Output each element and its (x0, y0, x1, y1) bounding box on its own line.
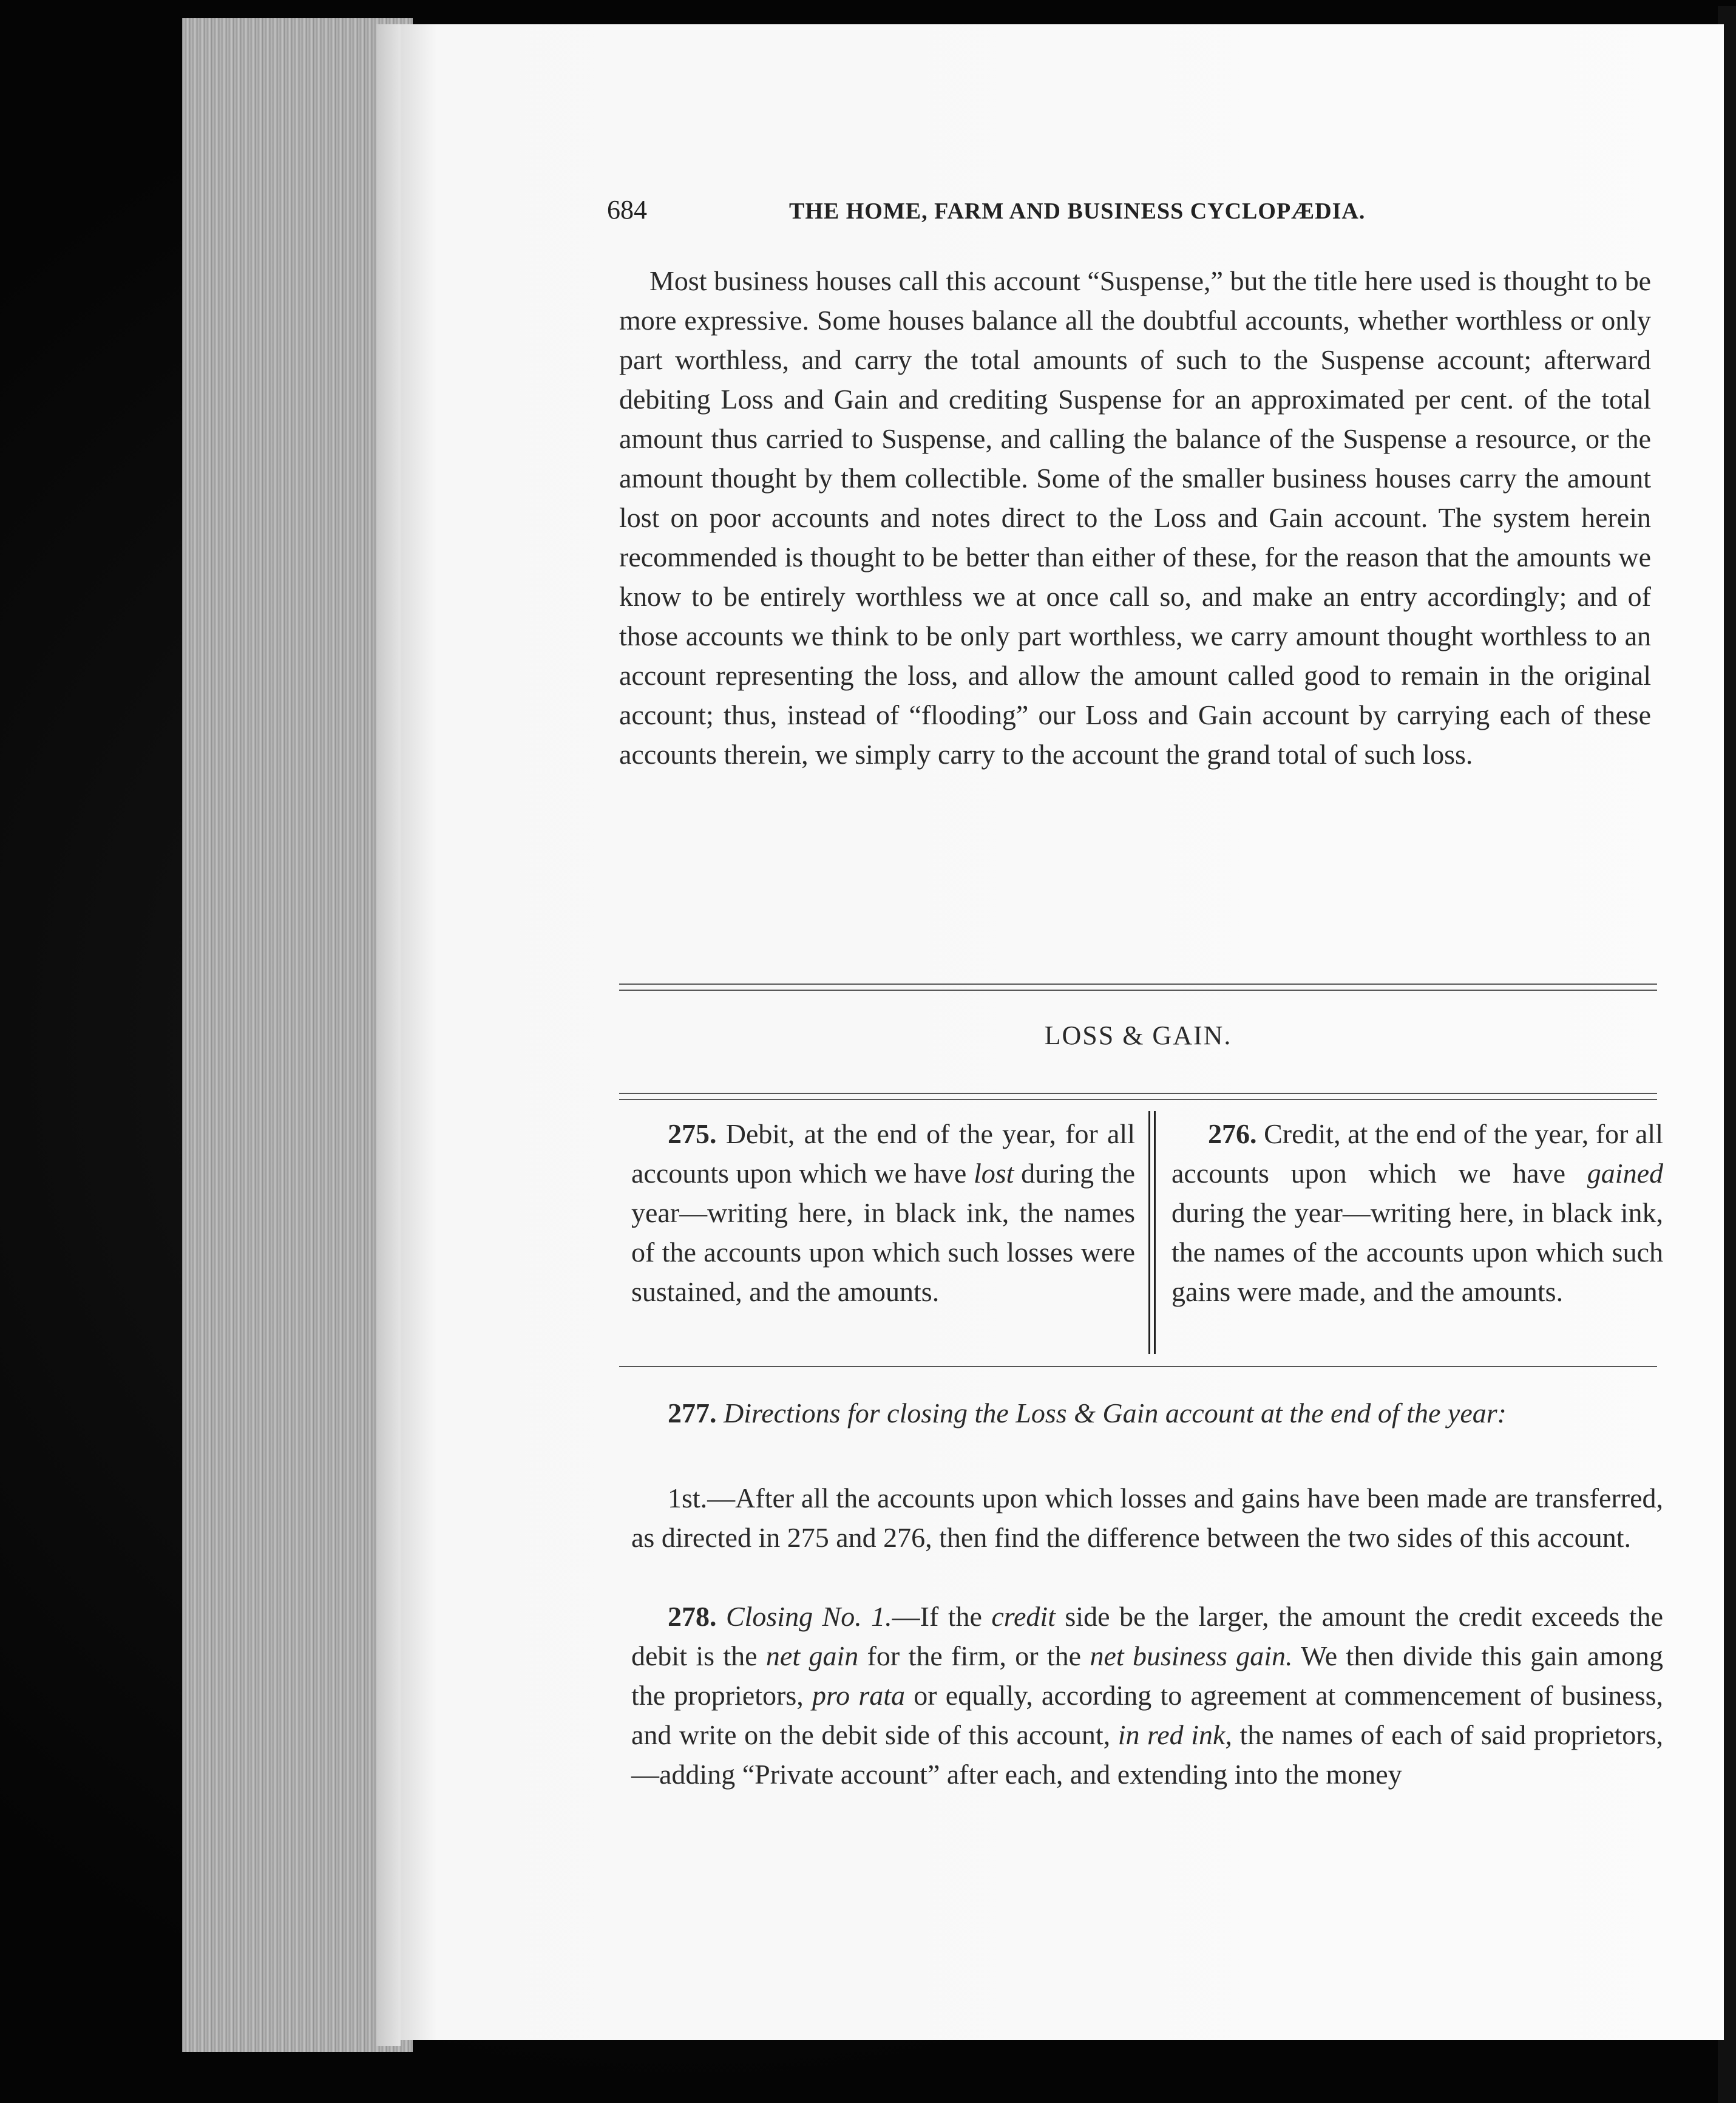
credit-text-b: during the year—writing here, in black ink, the names of the accounts upon which such gains were made, and the amounts. (1171, 1197, 1663, 1307)
p278-text-2: side be the larger, the amount the credit exceeds the debit is the (631, 1601, 1663, 1671)
debit-text-a: Debit, at the end of the year, for all accounts upon which we have (631, 1118, 1135, 1189)
credit-column (1171, 1114, 1663, 1311)
paragraph-number-275: 275. (668, 1118, 717, 1149)
debit-column (631, 1114, 1135, 1311)
page-number: 684 (607, 195, 647, 225)
p278-emphasis-2: net gain (765, 1640, 859, 1671)
column-divider (1148, 1111, 1156, 1354)
book-gutter (376, 24, 401, 2046)
section-rule-bottom (619, 1093, 1657, 1100)
debit-text-b: during the year—writing here, in black ink, the names of the accounts upon which such losses were sustained, and the amounts. (631, 1158, 1135, 1307)
section-heading: LOSS & GAIN. (1044, 1021, 1232, 1050)
p278-text-1: —If the (892, 1601, 992, 1632)
section-rule-top (619, 984, 1657, 991)
p278-emphasis-1: credit (991, 1601, 1056, 1632)
closing-label: Closing No. 1. (716, 1601, 892, 1632)
paragraph-number-276: 276. (1208, 1118, 1257, 1149)
p278-text-5: or equally, according to agreement at commencement of business, and write on the debit side of this account, (631, 1680, 1663, 1750)
p278-text-4: We then divide this gain among the proprietors, (631, 1640, 1664, 1711)
running-head (607, 194, 1651, 237)
credit-text-a: Credit, at the end of the year, for all accounts upon which we have (1171, 1118, 1663, 1189)
p278-emphasis-5: in red ink, (1117, 1719, 1232, 1750)
running-title: THE HOME, FARM AND BUSINESS CYCLOPÆDIA. (789, 199, 1366, 224)
paragraph-278 (631, 1597, 1663, 1794)
debit-emphasis: lost (973, 1158, 1014, 1189)
credit-emphasis: gained (1587, 1158, 1663, 1189)
p278-text-3: for the firm, or the (858, 1640, 1090, 1671)
p278-emphasis-3: net business gain. (1090, 1640, 1293, 1671)
intro-paragraph: Most business houses call this account “Suspense,” but the title here used is thought to be more expressive. Some houses balance all the doubtful accounts, whether worthless or only part worthless, and carry the total amounts of such to the Suspense account; afterward debiting Loss and Gain and crediting Suspense for an approximated per cent. of the total amount thus carried to Suspense, and calling the balance of the Suspense a resource, or the amount thought by them collectible. Some of the smaller business houses carry the amount lost on poor accounts and notes direct to the Loss and Gain account. The system herein recommended is thought to be better than either of these, for the reason that the amounts we know to be entirely worthless we at once call so, and make an entry accordingly; and of those accounts we think to be only part worthless, we carry amount thought worthless to an account representing the loss, and allow the amount called good to remain in the original account; thus, instead of “flooding” our Loss and Gain account by carrying each of these accounts therein, we simply carry to the account the grand total of such loss. (619, 265, 1651, 770)
p278-emphasis-4: pro rata (812, 1680, 906, 1711)
paragraph-277-text: Directions for closing the Loss & Gain account at the end of the year: (716, 1398, 1507, 1429)
paragraph-277 (631, 1393, 1663, 1433)
paragraph-first-step: 1st.—After all the accounts upon which losses and gains have been made are transferred, as directed in 275 and 276, then find the difference between the two sides of this account. (631, 1483, 1663, 1553)
paragraph-number-277: 277. (668, 1398, 717, 1429)
columns-rule-bottom (619, 1366, 1657, 1367)
p278-text-6: the names of each of said proprietors, —adding “Private account” after each, and extending into the money (631, 1719, 1663, 1790)
paragraph-number-278: 278. (668, 1601, 717, 1632)
